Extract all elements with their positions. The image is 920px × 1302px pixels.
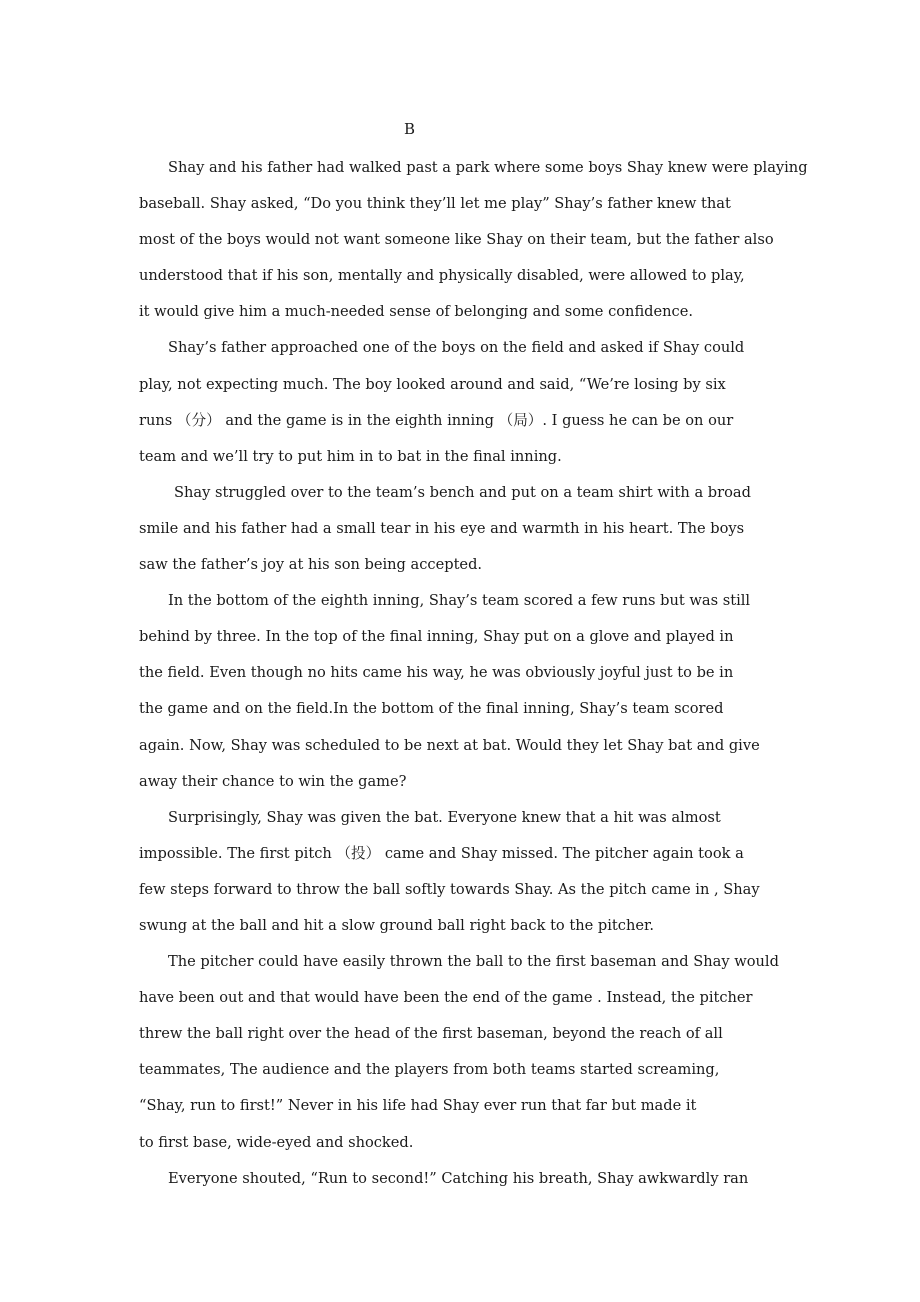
passage-body (139, 150, 829, 1197)
text-line: play, not expecting much. The boy looked around and said, “We’re losing by six (139, 375, 726, 393)
text-line: saw the father’s joy at his son being accepted. (139, 556, 483, 574)
text-line: understood that if his son, mentally and physically disabled, were allowed to play, (139, 267, 745, 285)
text-line: Shay’s father approached one of the boys on the field and asked if Shay could (168, 339, 745, 357)
text-line: again. Now, Shay was scheduled to be next at bat. Would they let Shay bat and give (139, 736, 760, 754)
text-line: it would give him a much-needed sense of belonging and some confidence. (139, 303, 694, 321)
text-line: smile and his father had a small tear in his eye and warmth in his heart. The boys (139, 519, 745, 537)
text-line: impossible. The first pitch （投） came and Shay missed. The pitcher again took a (139, 844, 744, 862)
text-line: Shay and his father had walked past a park where some boys Shay knew were playing (168, 159, 808, 176)
text-line: the game and on the field.In the bottom of the final inning, Shay’s team scored (139, 700, 724, 718)
section-label: B (404, 120, 416, 138)
text-line: Shay struggled over to the team’s bench and put on a team shirt with a broad (174, 483, 751, 501)
text-line: have been out and that would have been the end of the game . Instead, the pitcher (139, 989, 753, 1007)
text-line: team and we’ll try to put him in to bat in the final inning. (139, 447, 562, 465)
text-line: most of the boys would not want someone like Shay on their team, but the father also (139, 231, 774, 249)
text-line: Everyone shouted, “Run to second!” Catching his breath, Shay awkwardly ran (168, 1169, 749, 1187)
text-line: “Shay, run to first!” Never in his life had Shay ever run that far but made it (139, 1097, 697, 1115)
text-line: threw the ball right over the head of the first baseman, beyond the reach of all (139, 1025, 723, 1043)
text-line: The pitcher could have easily thrown the ball to the first baseman and Shay would (168, 953, 779, 971)
text-line: baseball. Shay asked, “Do you think they’ll let me play” Shay’s father knew that (139, 195, 731, 213)
text-line: teammates, The audience and the players from both teams started screaming, (139, 1061, 720, 1079)
text-line: away their chance to win the game? (139, 772, 407, 790)
text-line: to first base, wide-eyed and shocked. (139, 1133, 414, 1151)
text-line: Surprisingly, Shay was given the bat. Everyone knew that a hit was almost (168, 808, 721, 826)
text-line: In the bottom of the eighth inning, Shay’s team scored a few runs but was still (168, 592, 751, 610)
text-line: the field. Even though no hits came his way, he was obviously joyful just to be in (139, 664, 734, 682)
text-line: swung at the ball and hit a slow ground ball right back to the pitcher. (139, 916, 654, 934)
text-line: few steps forward to throw the ball softly towards Shay. As the pitch came in , Shay (139, 880, 760, 898)
text-line: behind by three. In the top of the final inning, Shay put on a glove and played in (139, 628, 734, 646)
text-line: runs （分） and the game is in the eighth inning （局）. I guess he can be on our (139, 411, 734, 429)
